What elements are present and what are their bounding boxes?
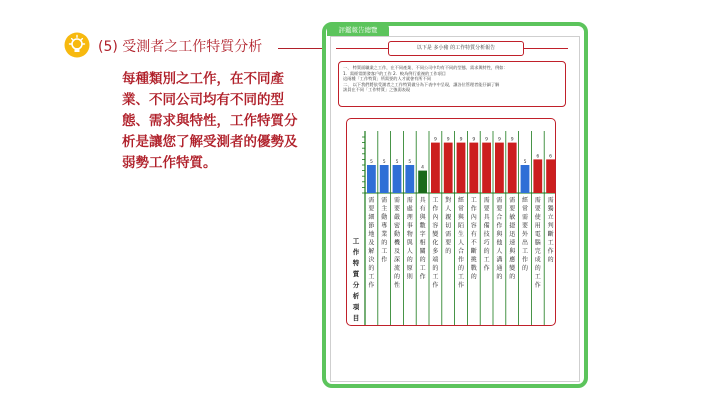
bar-value-label: 5 xyxy=(408,160,412,165)
category-label: 工作內容變化多端的工作 xyxy=(432,197,439,289)
bar xyxy=(405,165,414,193)
bar xyxy=(380,165,389,193)
note-line: 二、 以下我們將依受測者之工作特質做分為下表中中呈現，讓各位管理者能仔細了解 xyxy=(343,81,500,87)
bar xyxy=(508,143,517,193)
bar-value-label: 9 xyxy=(485,137,489,143)
bar xyxy=(469,143,478,193)
side-label: 工作特質分析項目 xyxy=(352,237,360,322)
bar-value-label: 6 xyxy=(549,154,553,160)
lightbulb-icon xyxy=(64,32,90,58)
trait-chart xyxy=(346,118,556,326)
section-description: 每種類別之工作，在不同產業、不同公司均有不同的型態、需求與特性，工作特質分析是讓您了解受測者的優勢及弱勢工作特質。 xyxy=(122,71,298,171)
title-rule-left xyxy=(336,48,388,49)
report-notes xyxy=(338,61,566,107)
bar-value-label: 9 xyxy=(459,137,463,143)
category-label: 需要細節地及解決的工作 xyxy=(368,197,375,289)
category-label: 需處理事物與人的原則 xyxy=(406,197,413,281)
category-label: 需要嚴密動機及深流的性 xyxy=(393,197,401,289)
bar xyxy=(367,165,376,193)
bar xyxy=(521,165,530,193)
bar-value-label: 9 xyxy=(497,137,501,143)
bar xyxy=(393,165,402,193)
bar xyxy=(444,143,453,193)
category-label: 需要使用電腦完成的工作 xyxy=(534,197,541,289)
section-heading: (5) 受測者之工作特質分析 xyxy=(98,39,263,55)
category-label: 工作內容有不斷挑戰的 xyxy=(470,197,477,281)
category-label: 需獨立判斷工作的 xyxy=(547,197,554,264)
category-label: 需要合作與他人溝通的 xyxy=(496,197,503,281)
bar-value-label: 9 xyxy=(510,137,514,143)
report-title-box: 以下是 多小豬 的工作特質分析報告 xyxy=(388,41,524,56)
title-rule-right xyxy=(524,48,568,49)
trait-chart-svg xyxy=(347,119,556,326)
note-line: 1．需經常開發客戶的工作 2．較為例行重複的工作項目 xyxy=(343,70,446,76)
bar-value-label: 4 xyxy=(421,165,425,171)
category-label: 經常與陌生人合作的工作 xyxy=(457,197,465,289)
bar xyxy=(495,143,504,193)
category-label: 具有與數字相關的工作 xyxy=(419,197,426,281)
category-label: 需要敏捷迅速與應變的 xyxy=(509,197,516,281)
bar xyxy=(546,159,555,193)
note-line: 該員在不同「工作特質」之強弱表現 xyxy=(343,87,411,93)
category-label: 需主動專業的工作 xyxy=(381,197,388,264)
bar-value-label: 9 xyxy=(446,137,450,143)
report-tab: 評鑑報告總覽 xyxy=(327,24,389,36)
bar xyxy=(457,143,466,193)
bar xyxy=(418,171,427,193)
bar-value-label: 5 xyxy=(523,160,527,165)
bar-value-label: 5 xyxy=(395,160,399,165)
bar-value-label: 6 xyxy=(536,154,540,160)
category-label: 經常需要外出工作的 xyxy=(521,197,529,272)
bar-value-label: 9 xyxy=(472,137,476,143)
note-line: 這兩種「工作特質」所需要的人才就會有所不同 xyxy=(343,76,431,82)
category-label: 對人親切需要的 xyxy=(445,197,452,255)
note-line: 一、 特質面職業之工作，在不同產業、不同公司中均有不同的型態、需求與特性，例如： xyxy=(343,65,508,70)
bar xyxy=(533,159,542,193)
bar-value-label: 5 xyxy=(382,160,386,165)
bar xyxy=(431,143,440,193)
bar-value-label: 5 xyxy=(369,160,373,165)
bar-value-label: 9 xyxy=(433,137,437,143)
bar xyxy=(482,143,491,193)
category-label: 需要具備技巧的工作 xyxy=(483,197,490,272)
